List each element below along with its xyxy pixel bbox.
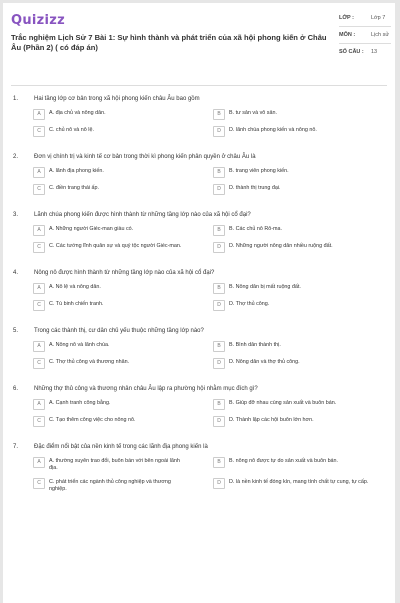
question-header — [3, 327, 395, 335]
answer-option[interactable] — [213, 300, 393, 311]
question-text: Lãnh chúa phong kiến được hình thành từ những tầng lớp nào của xã hội cổ đại? — [34, 212, 251, 218]
answer-option[interactable] — [33, 457, 213, 472]
answer-option[interactable] — [33, 242, 213, 253]
option-text: D. là nền kinh tế đóng kín, mang tính chất tự cung, tự cấp. — [229, 479, 369, 485]
question-text: Trong các thành thị, cư dân chủ yếu thuộc những tầng lớp nào? — [34, 328, 204, 334]
option-text: B. Các chủ nô Rô-ma. — [229, 226, 283, 232]
answer-option[interactable] — [213, 184, 393, 195]
question-number: 5. — [13, 328, 19, 334]
question-item — [3, 443, 395, 499]
worksheet-header — [3, 3, 395, 83]
option-text: A. thường xuyên trao đổi, buôn bán với bên ngoài lãnh địa. — [49, 458, 180, 471]
answer-option[interactable] — [33, 126, 213, 137]
option-text: C. Tù binh chiến tranh. — [49, 301, 104, 307]
question-number: 4. — [13, 270, 19, 276]
meta-count-value: 13 — [371, 49, 378, 55]
question-number: 3. — [13, 212, 19, 218]
option-text: A. Nông nô và lãnh chúa. — [49, 342, 110, 348]
answer-option[interactable] — [213, 109, 393, 120]
answer-option[interactable] — [213, 457, 393, 472]
answer-option[interactable] — [33, 399, 213, 410]
option-text: B. trang viên phong kiến. — [229, 168, 289, 174]
option-letter-box[interactable]: D — [213, 242, 225, 253]
answer-option[interactable] — [213, 358, 393, 369]
option-letter-box[interactable]: A — [33, 341, 45, 352]
question-text: Những thợ thủ công và thương nhân châu Âu lập ra phường hội nhằm mục đích gì? — [34, 386, 258, 392]
answer-option[interactable] — [33, 283, 213, 294]
option-text: A. Những người Giéc-man giàu có. — [49, 226, 134, 232]
answer-options — [3, 109, 395, 143]
answer-option[interactable] — [33, 341, 213, 352]
answer-option[interactable] — [213, 416, 393, 427]
option-letter-box[interactable]: A — [33, 283, 45, 294]
option-letter-box[interactable]: C — [33, 416, 45, 427]
answer-option[interactable] — [213, 341, 393, 352]
question-text: Nông nô được hình thành từ những tầng lớp nào của xã hội cổ đại? — [34, 270, 215, 276]
option-text: B. Nông dân bị mất ruộng đất. — [229, 284, 301, 290]
meta-subject-row — [339, 32, 391, 39]
option-text: B. Giúp đỡ nhau cùng sản xuất và buôn bán. — [229, 400, 337, 406]
option-letter-box[interactable]: B — [213, 399, 225, 410]
answer-option[interactable] — [213, 126, 393, 137]
meta-class-value: Lớp 7 — [371, 15, 386, 21]
worksheet-title: Trắc nghiệm Lịch Sử 7 Bài 1: Sự hình thành và phát triển của xã hội phong kiến ở Châu Âu (Phần 2) ( có đáp án) — [11, 33, 327, 52]
meta-subject-label: MÔN : — [339, 32, 356, 38]
question-header — [3, 443, 395, 451]
option-letter-box[interactable]: D — [213, 184, 225, 195]
option-text: D. Nông dân và thợ thủ công. — [229, 359, 300, 365]
answer-option[interactable] — [213, 225, 393, 236]
option-text: B. tư sản và vô sản. — [229, 110, 277, 116]
question-item — [3, 153, 395, 201]
option-text: D. Những người nông dân nhiều ruộng đất. — [229, 243, 333, 249]
answer-options — [3, 225, 395, 259]
meta-count-label: SỐ CÂU : — [339, 49, 364, 55]
option-letter-box[interactable]: D — [213, 416, 225, 427]
question-text: Đặc điểm nổi bật của nền kinh tế trong các lãnh địa phong kiến là — [34, 444, 208, 450]
option-text: B. Bình dân thành thị. — [229, 342, 281, 348]
question-number: 6. — [13, 386, 19, 392]
question-list — [3, 95, 395, 509]
option-letter-box[interactable]: C — [33, 478, 45, 489]
answer-option[interactable] — [213, 242, 393, 253]
option-text: C. phát triển các ngành thủ công nghiệp và thương nghiệp. — [49, 479, 171, 492]
option-letter-box[interactable]: B — [213, 109, 225, 120]
answer-options — [3, 399, 395, 433]
meta-divider — [339, 26, 391, 27]
option-text: D. thành thị trung đại. — [229, 185, 281, 191]
option-text: C. Tạo thêm công việc cho nông nô. — [49, 417, 136, 423]
option-text: C. điền trang thái ấp. — [49, 185, 100, 191]
question-number: 2. — [13, 154, 19, 160]
option-text: C. Thợ thủ công và thương nhân. — [49, 359, 130, 365]
question-item — [3, 95, 395, 143]
answer-options — [3, 283, 395, 317]
answer-option[interactable] — [33, 184, 213, 195]
answer-option[interactable] — [213, 283, 393, 294]
answer-option[interactable] — [213, 478, 393, 493]
option-text: D. lãnh chúa phong kiến và nông nô. — [229, 127, 317, 133]
question-item — [3, 269, 395, 317]
option-text: C. Các tướng lĩnh quân sự và quý tộc người Giéc-man. — [49, 243, 182, 249]
answer-option[interactable] — [213, 167, 393, 178]
option-letter-box[interactable]: C — [33, 300, 45, 311]
option-letter-box[interactable]: D — [213, 358, 225, 369]
meta-class-row — [339, 15, 391, 22]
question-text: Hai tầng lớp cơ bản trong xã hội phong kiến châu Âu bao gồm — [34, 96, 200, 102]
answer-option[interactable] — [33, 109, 213, 120]
option-letter-box[interactable]: D — [213, 478, 225, 489]
question-item — [3, 211, 395, 259]
option-letter-box[interactable]: A — [33, 167, 45, 178]
option-letter-box[interactable]: B — [213, 167, 225, 178]
option-letter-box[interactable]: D — [213, 126, 225, 137]
question-number: 1. — [13, 96, 19, 102]
question-header — [3, 153, 395, 161]
answer-option[interactable] — [33, 300, 213, 311]
answer-options — [3, 167, 395, 201]
option-letter-box[interactable]: D — [213, 300, 225, 311]
meta-count-row — [339, 49, 391, 56]
question-header — [3, 211, 395, 219]
question-item — [3, 385, 395, 433]
question-item — [3, 327, 395, 375]
answer-option[interactable] — [33, 416, 213, 427]
option-letter-box[interactable]: A — [33, 109, 45, 120]
question-text: Đơn vị chính trị và kinh tế cơ bản trong thời kì phong kiến phân quyền ở châu Âu là — [34, 154, 256, 160]
option-text: D. Thợ thủ công. — [229, 301, 270, 307]
answer-option[interactable] — [213, 399, 393, 410]
option-text: C. chủ nô và nô lệ. — [49, 127, 94, 133]
worksheet-page — [3, 3, 395, 603]
header-divider — [11, 85, 387, 86]
answer-option[interactable] — [33, 478, 213, 493]
option-letter-box[interactable]: A — [33, 399, 45, 410]
option-letter-box[interactable]: C — [33, 358, 45, 369]
answer-option[interactable] — [33, 167, 213, 178]
option-letter-box[interactable]: B — [213, 457, 225, 468]
option-letter-box[interactable]: B — [213, 225, 225, 236]
option-text: A. Cạnh tranh công bằng. — [49, 400, 111, 406]
option-letter-box[interactable]: A — [33, 225, 45, 236]
quizizz-logo[interactable]: Quizizz — [11, 13, 66, 28]
option-letter-box[interactable]: C — [33, 242, 45, 253]
answer-options — [3, 341, 395, 375]
answer-option[interactable] — [33, 225, 213, 236]
option-text: D. Thành lập các hội buôn lớn hơn. — [229, 417, 314, 423]
answer-option[interactable] — [33, 358, 213, 369]
option-text: A. Nô lệ và nông dân. — [49, 284, 101, 290]
option-text: A. lãnh địa phong kiến. — [49, 168, 104, 174]
option-letter-box[interactable]: A — [33, 457, 45, 468]
meta-subject-value: Lịch sử — [371, 32, 390, 38]
question-header — [3, 95, 395, 103]
option-letter-box[interactable]: B — [213, 341, 225, 352]
worksheet-meta — [339, 15, 391, 60]
answer-options — [3, 457, 395, 499]
option-letter-box[interactable]: B — [213, 283, 225, 294]
meta-divider — [339, 43, 391, 44]
question-header — [3, 269, 395, 277]
option-letter-box[interactable]: C — [33, 184, 45, 195]
option-letter-box[interactable]: C — [33, 126, 45, 137]
meta-class-label: LỚP : — [339, 15, 354, 21]
option-text: B. nông nô được tự do sản xuất và buôn bán. — [229, 458, 339, 464]
question-number: 7. — [13, 444, 19, 450]
option-text: A. địa chủ và nông dân. — [49, 110, 106, 116]
question-header — [3, 385, 395, 393]
